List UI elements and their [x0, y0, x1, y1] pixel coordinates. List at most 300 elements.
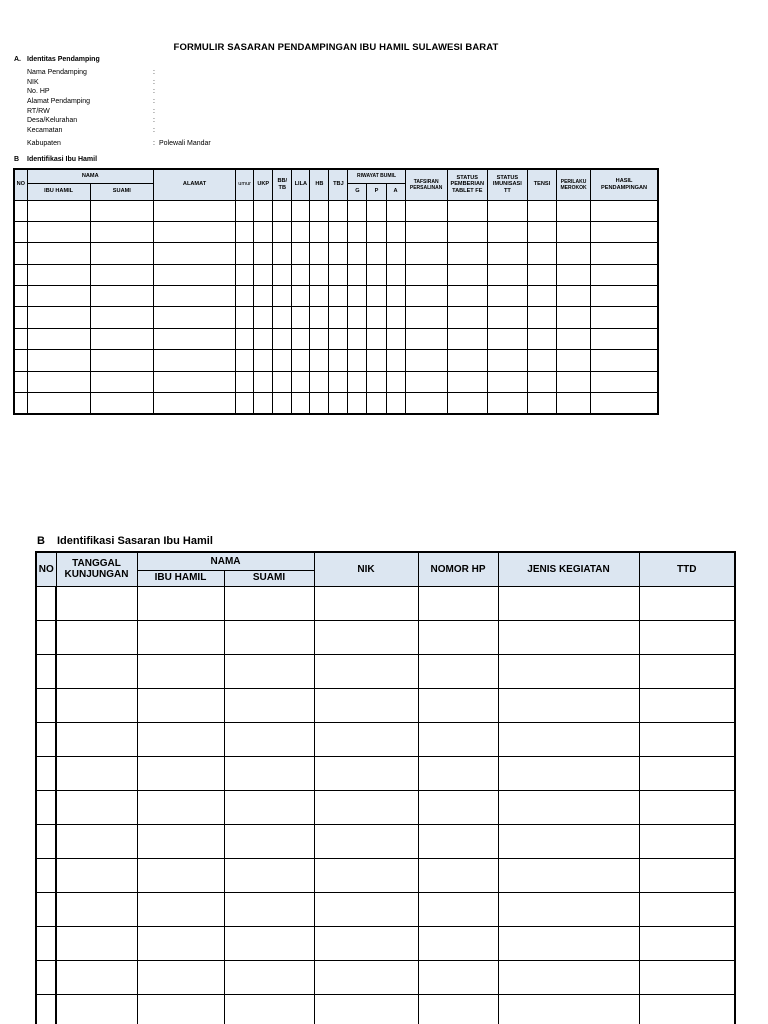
table-cell[interactable]	[292, 328, 310, 349]
table-cell[interactable]	[591, 286, 658, 307]
table-cell[interactable]	[386, 243, 405, 264]
table-cell[interactable]	[487, 221, 527, 242]
table-cell[interactable]	[329, 307, 348, 328]
table-cell[interactable]	[273, 200, 292, 221]
table-cell[interactable]	[273, 264, 292, 285]
table-cell[interactable]	[487, 393, 527, 414]
table-cell[interactable]	[639, 586, 735, 620]
table-cell[interactable]	[314, 790, 418, 824]
table-cell[interactable]	[273, 371, 292, 392]
table-cell[interactable]	[386, 328, 405, 349]
table-cell[interactable]	[14, 221, 27, 242]
table-cell[interactable]	[27, 393, 90, 414]
table-cell[interactable]	[224, 926, 314, 960]
table-cell[interactable]	[27, 243, 90, 264]
table-cell[interactable]	[418, 960, 498, 994]
table-cell[interactable]	[153, 200, 235, 221]
table-cell[interactable]	[36, 824, 56, 858]
table-cell[interactable]	[310, 243, 329, 264]
table-cell[interactable]	[386, 221, 405, 242]
table-cell[interactable]	[314, 824, 418, 858]
table-cell[interactable]	[405, 286, 447, 307]
table-cell[interactable]	[254, 243, 273, 264]
table-cell[interactable]	[153, 286, 235, 307]
table-cell[interactable]	[447, 200, 487, 221]
table-cell[interactable]	[27, 286, 90, 307]
table-cell[interactable]	[405, 243, 447, 264]
table-cell[interactable]	[27, 264, 90, 285]
field-value[interactable]: Polewali Mandar	[159, 139, 211, 147]
table-cell[interactable]	[447, 264, 487, 285]
table-cell[interactable]	[56, 926, 137, 960]
table-cell[interactable]	[137, 654, 224, 688]
table-cell[interactable]	[639, 722, 735, 756]
table-cell[interactable]	[386, 350, 405, 371]
table-cell[interactable]	[386, 286, 405, 307]
table-cell[interactable]	[36, 688, 56, 722]
table-cell[interactable]	[447, 350, 487, 371]
table-cell[interactable]	[90, 328, 153, 349]
table-cell[interactable]	[418, 926, 498, 960]
table-cell[interactable]	[557, 221, 591, 242]
table-cell[interactable]	[273, 307, 292, 328]
field-label: Desa/Kelurahan	[27, 117, 78, 125]
table-cell[interactable]	[348, 221, 367, 242]
table-cell[interactable]	[236, 200, 254, 221]
table-cell[interactable]	[14, 350, 27, 371]
table-cell[interactable]	[527, 328, 556, 349]
table-cell[interactable]	[310, 371, 329, 392]
table-cell[interactable]	[27, 328, 90, 349]
col-alamat: ALAMAT	[153, 169, 235, 200]
table-cell[interactable]	[36, 654, 56, 688]
table-cell[interactable]	[487, 286, 527, 307]
table-cell[interactable]	[639, 756, 735, 790]
table-cell[interactable]	[348, 307, 367, 328]
table-cell[interactable]	[56, 586, 137, 620]
table-cell[interactable]	[56, 620, 137, 654]
table-cell[interactable]	[348, 264, 367, 285]
table-cell[interactable]	[447, 393, 487, 414]
table-cell[interactable]	[36, 858, 56, 892]
table-cell[interactable]	[487, 243, 527, 264]
table-cell[interactable]	[367, 350, 386, 371]
table-cell[interactable]	[56, 688, 137, 722]
table-cell[interactable]	[36, 926, 56, 960]
table-cell[interactable]	[90, 350, 153, 371]
table-cell[interactable]	[591, 350, 658, 371]
table-cell[interactable]	[418, 688, 498, 722]
table-cell[interactable]	[224, 994, 314, 1024]
table-cell[interactable]	[487, 371, 527, 392]
table-cell[interactable]	[137, 620, 224, 654]
table-cell[interactable]	[36, 722, 56, 756]
table-cell[interactable]	[273, 350, 292, 371]
table-cell[interactable]	[527, 200, 556, 221]
table-cell[interactable]	[386, 200, 405, 221]
table-cell[interactable]	[137, 824, 224, 858]
table-cell[interactable]	[224, 790, 314, 824]
table-cell[interactable]	[236, 328, 254, 349]
table-cell[interactable]	[329, 200, 348, 221]
table-cell[interactable]	[557, 243, 591, 264]
table-cell[interactable]	[386, 264, 405, 285]
table-cell[interactable]	[90, 286, 153, 307]
table-cell[interactable]	[153, 264, 235, 285]
table-cell[interactable]	[405, 200, 447, 221]
table-cell[interactable]	[224, 654, 314, 688]
table-cell[interactable]	[498, 790, 639, 824]
table-cell[interactable]	[137, 688, 224, 722]
table-cell[interactable]	[527, 286, 556, 307]
table-cell[interactable]	[527, 371, 556, 392]
table-cell[interactable]	[367, 371, 386, 392]
field-label: Nama Pendamping	[27, 69, 87, 76]
table-cell[interactable]	[405, 328, 447, 349]
table-cell[interactable]	[498, 892, 639, 926]
table-cell[interactable]	[56, 892, 137, 926]
table-cell[interactable]	[498, 688, 639, 722]
table-cell[interactable]	[498, 960, 639, 994]
table-cell[interactable]	[14, 307, 27, 328]
table-cell[interactable]	[137, 858, 224, 892]
table-cell[interactable]	[405, 221, 447, 242]
table-cell[interactable]	[557, 307, 591, 328]
table-cell[interactable]	[591, 328, 658, 349]
table-cell[interactable]	[447, 328, 487, 349]
table-cell[interactable]	[14, 243, 27, 264]
table-cell[interactable]	[153, 307, 235, 328]
table-cell[interactable]	[348, 393, 367, 414]
table-cell[interactable]	[254, 350, 273, 371]
table-cell[interactable]	[224, 586, 314, 620]
table-cell[interactable]	[447, 307, 487, 328]
table-cell[interactable]	[447, 286, 487, 307]
table-cell[interactable]	[418, 824, 498, 858]
table-cell[interactable]	[254, 307, 273, 328]
table-cell[interactable]	[348, 243, 367, 264]
table-cell[interactable]	[386, 371, 405, 392]
table-cell[interactable]	[153, 221, 235, 242]
table-cell[interactable]	[418, 756, 498, 790]
table-cell[interactable]	[527, 393, 556, 414]
table-cell[interactable]	[36, 620, 56, 654]
table-cell[interactable]	[56, 654, 137, 688]
table-cell[interactable]	[314, 688, 418, 722]
table-cell[interactable]	[557, 328, 591, 349]
table-cell[interactable]	[27, 200, 90, 221]
table-cell[interactable]	[153, 371, 235, 392]
table-cell[interactable]	[557, 371, 591, 392]
table-cell[interactable]	[236, 393, 254, 414]
table-cell[interactable]	[557, 350, 591, 371]
table-cell[interactable]	[310, 221, 329, 242]
table-cell[interactable]	[314, 654, 418, 688]
table-cell[interactable]	[639, 926, 735, 960]
table-cell[interactable]	[348, 350, 367, 371]
table-cell[interactable]	[27, 350, 90, 371]
table-cell[interactable]	[314, 756, 418, 790]
table-cell[interactable]	[367, 393, 386, 414]
table-cell[interactable]	[56, 960, 137, 994]
table-cell[interactable]	[314, 586, 418, 620]
table-cell[interactable]	[153, 350, 235, 371]
table-cell[interactable]	[314, 722, 418, 756]
table-cell[interactable]	[418, 620, 498, 654]
table-cell[interactable]	[418, 722, 498, 756]
table-cell[interactable]	[14, 393, 27, 414]
table-cell[interactable]	[487, 264, 527, 285]
table-cell[interactable]	[405, 307, 447, 328]
table-cell[interactable]	[137, 994, 224, 1024]
table-cell[interactable]	[405, 350, 447, 371]
table-row	[36, 722, 735, 756]
table-cell[interactable]	[310, 200, 329, 221]
table-cell[interactable]	[591, 371, 658, 392]
col-g: G	[348, 183, 367, 200]
table-cell[interactable]	[137, 790, 224, 824]
table-cell[interactable]	[153, 328, 235, 349]
table-cell[interactable]	[639, 824, 735, 858]
table-cell[interactable]	[27, 371, 90, 392]
table-cell[interactable]	[329, 350, 348, 371]
table-cell[interactable]	[224, 620, 314, 654]
table-cell[interactable]	[487, 307, 527, 328]
table-cell[interactable]	[367, 221, 386, 242]
table-cell[interactable]	[292, 221, 310, 242]
table-cell[interactable]	[498, 926, 639, 960]
table-cell[interactable]	[639, 994, 735, 1024]
table-cell[interactable]	[14, 328, 27, 349]
table-cell[interactable]	[329, 243, 348, 264]
table-cell[interactable]	[137, 892, 224, 926]
table-cell[interactable]	[254, 200, 273, 221]
table-cell[interactable]	[292, 393, 310, 414]
table-cell[interactable]	[487, 328, 527, 349]
table-cell[interactable]	[329, 393, 348, 414]
table-cell[interactable]	[527, 243, 556, 264]
table-cell[interactable]	[224, 722, 314, 756]
table-cell[interactable]	[314, 620, 418, 654]
table-cell[interactable]	[90, 243, 153, 264]
table-cell[interactable]	[254, 221, 273, 242]
table-cell[interactable]	[292, 264, 310, 285]
table-cell[interactable]	[224, 756, 314, 790]
table-cell[interactable]	[314, 960, 418, 994]
table-cell[interactable]	[386, 307, 405, 328]
table-cell[interactable]	[254, 264, 273, 285]
table-cell[interactable]	[137, 756, 224, 790]
table-cell[interactable]	[527, 350, 556, 371]
table-cell[interactable]	[348, 286, 367, 307]
table-cell[interactable]	[418, 994, 498, 1024]
table-cell[interactable]	[418, 892, 498, 926]
table-cell[interactable]	[224, 858, 314, 892]
table-cell[interactable]	[639, 688, 735, 722]
table-cell[interactable]	[405, 264, 447, 285]
table-cell[interactable]	[224, 824, 314, 858]
table-cell[interactable]	[224, 960, 314, 994]
table-cell[interactable]	[254, 393, 273, 414]
table-cell[interactable]	[254, 371, 273, 392]
table-cell[interactable]	[367, 286, 386, 307]
table-cell[interactable]	[348, 200, 367, 221]
table-cell[interactable]	[498, 994, 639, 1024]
table-cell[interactable]	[348, 328, 367, 349]
table-cell[interactable]	[367, 200, 386, 221]
table-cell[interactable]	[314, 892, 418, 926]
table-cell[interactable]	[527, 221, 556, 242]
table-cell[interactable]	[36, 756, 56, 790]
table-cell[interactable]	[447, 243, 487, 264]
table-cell[interactable]	[292, 350, 310, 371]
table-cell[interactable]	[487, 350, 527, 371]
table-cell[interactable]	[90, 221, 153, 242]
table-cell[interactable]	[56, 756, 137, 790]
table-cell[interactable]	[90, 371, 153, 392]
table-cell[interactable]	[273, 243, 292, 264]
table-cell[interactable]	[36, 960, 56, 994]
table-cell[interactable]	[557, 393, 591, 414]
table-cell[interactable]	[236, 221, 254, 242]
table-cell[interactable]	[310, 328, 329, 349]
table-cell[interactable]	[236, 350, 254, 371]
table-cell[interactable]	[329, 286, 348, 307]
table-cell[interactable]	[367, 264, 386, 285]
table-cell[interactable]	[329, 371, 348, 392]
table-cell[interactable]	[498, 722, 639, 756]
table-cell[interactable]	[447, 221, 487, 242]
table-cell[interactable]	[254, 286, 273, 307]
table-cell[interactable]	[273, 286, 292, 307]
table-cell[interactable]	[557, 200, 591, 221]
table-cell[interactable]	[591, 221, 658, 242]
table-cell[interactable]	[137, 722, 224, 756]
table-cell[interactable]	[236, 371, 254, 392]
table-cell[interactable]	[56, 722, 137, 756]
table-cell[interactable]	[639, 892, 735, 926]
table-cell[interactable]	[591, 393, 658, 414]
table-cell[interactable]	[90, 200, 153, 221]
table-cell[interactable]	[418, 858, 498, 892]
table-cell[interactable]	[498, 858, 639, 892]
table-cell[interactable]	[292, 307, 310, 328]
table-cell[interactable]	[56, 994, 137, 1024]
table-cell[interactable]	[310, 307, 329, 328]
table-cell[interactable]	[329, 264, 348, 285]
table-cell[interactable]	[153, 243, 235, 264]
table-cell[interactable]	[254, 328, 273, 349]
table-cell[interactable]	[314, 994, 418, 1024]
table-cell[interactable]	[137, 926, 224, 960]
table-cell[interactable]	[292, 243, 310, 264]
table-cell[interactable]	[273, 393, 292, 414]
table-cell[interactable]	[14, 200, 27, 221]
table-cell[interactable]	[348, 371, 367, 392]
table-cell[interactable]	[236, 286, 254, 307]
table-cell[interactable]	[36, 790, 56, 824]
table-cell[interactable]	[498, 620, 639, 654]
table-cell[interactable]	[487, 200, 527, 221]
table-cell[interactable]	[367, 328, 386, 349]
table-cell[interactable]	[498, 824, 639, 858]
table-cell[interactable]	[498, 756, 639, 790]
table-cell[interactable]	[557, 264, 591, 285]
table-cell[interactable]	[329, 221, 348, 242]
table-cell[interactable]	[137, 586, 224, 620]
table-cell[interactable]	[639, 960, 735, 994]
table-cell[interactable]	[14, 371, 27, 392]
table-cell[interactable]	[36, 994, 56, 1024]
table-cell[interactable]	[90, 393, 153, 414]
table-cell[interactable]	[367, 307, 386, 328]
table-cell[interactable]	[591, 243, 658, 264]
table-cell[interactable]	[557, 286, 591, 307]
table-cell[interactable]	[498, 654, 639, 688]
table-cell[interactable]	[56, 824, 137, 858]
table-cell[interactable]	[236, 264, 254, 285]
table-cell[interactable]	[236, 243, 254, 264]
table-cell[interactable]	[153, 393, 235, 414]
table-cell[interactable]	[527, 307, 556, 328]
table-cell[interactable]	[405, 393, 447, 414]
table-cell[interactable]	[310, 350, 329, 371]
table-cell[interactable]	[418, 654, 498, 688]
table-cell[interactable]	[639, 620, 735, 654]
table-cell[interactable]	[314, 926, 418, 960]
table-cell[interactable]	[639, 858, 735, 892]
table-cell[interactable]	[447, 371, 487, 392]
table-cell[interactable]	[224, 892, 314, 926]
table-cell[interactable]	[36, 586, 56, 620]
table-cell[interactable]	[418, 586, 498, 620]
table-cell[interactable]	[236, 307, 254, 328]
table-cell[interactable]	[292, 200, 310, 221]
table-cell[interactable]	[639, 790, 735, 824]
table-cell[interactable]	[591, 264, 658, 285]
table-cell[interactable]	[56, 790, 137, 824]
table-cell[interactable]	[310, 264, 329, 285]
table-cell[interactable]	[292, 286, 310, 307]
table-cell[interactable]	[527, 264, 556, 285]
table-cell[interactable]	[591, 307, 658, 328]
table-cell[interactable]	[36, 892, 56, 926]
table-cell[interactable]	[329, 328, 348, 349]
table-cell[interactable]	[27, 307, 90, 328]
table-cell[interactable]	[591, 200, 658, 221]
table-cell[interactable]	[367, 243, 386, 264]
table-cell[interactable]	[27, 221, 90, 242]
table-cell[interactable]	[418, 790, 498, 824]
table-cell[interactable]	[639, 654, 735, 688]
table-cell[interactable]	[224, 688, 314, 722]
table-cell[interactable]	[90, 307, 153, 328]
table-cell[interactable]	[386, 393, 405, 414]
table-cell[interactable]	[498, 586, 639, 620]
table-cell[interactable]	[273, 328, 292, 349]
table-cell[interactable]	[292, 371, 310, 392]
table-cell[interactable]	[310, 286, 329, 307]
table-cell[interactable]	[273, 221, 292, 242]
table-cell[interactable]	[56, 858, 137, 892]
table-cell[interactable]	[310, 393, 329, 414]
table-cell[interactable]	[90, 264, 153, 285]
table-cell[interactable]	[14, 264, 27, 285]
table-cell[interactable]	[137, 960, 224, 994]
table-cell[interactable]	[314, 858, 418, 892]
table-cell[interactable]	[14, 286, 27, 307]
table-cell[interactable]	[405, 371, 447, 392]
